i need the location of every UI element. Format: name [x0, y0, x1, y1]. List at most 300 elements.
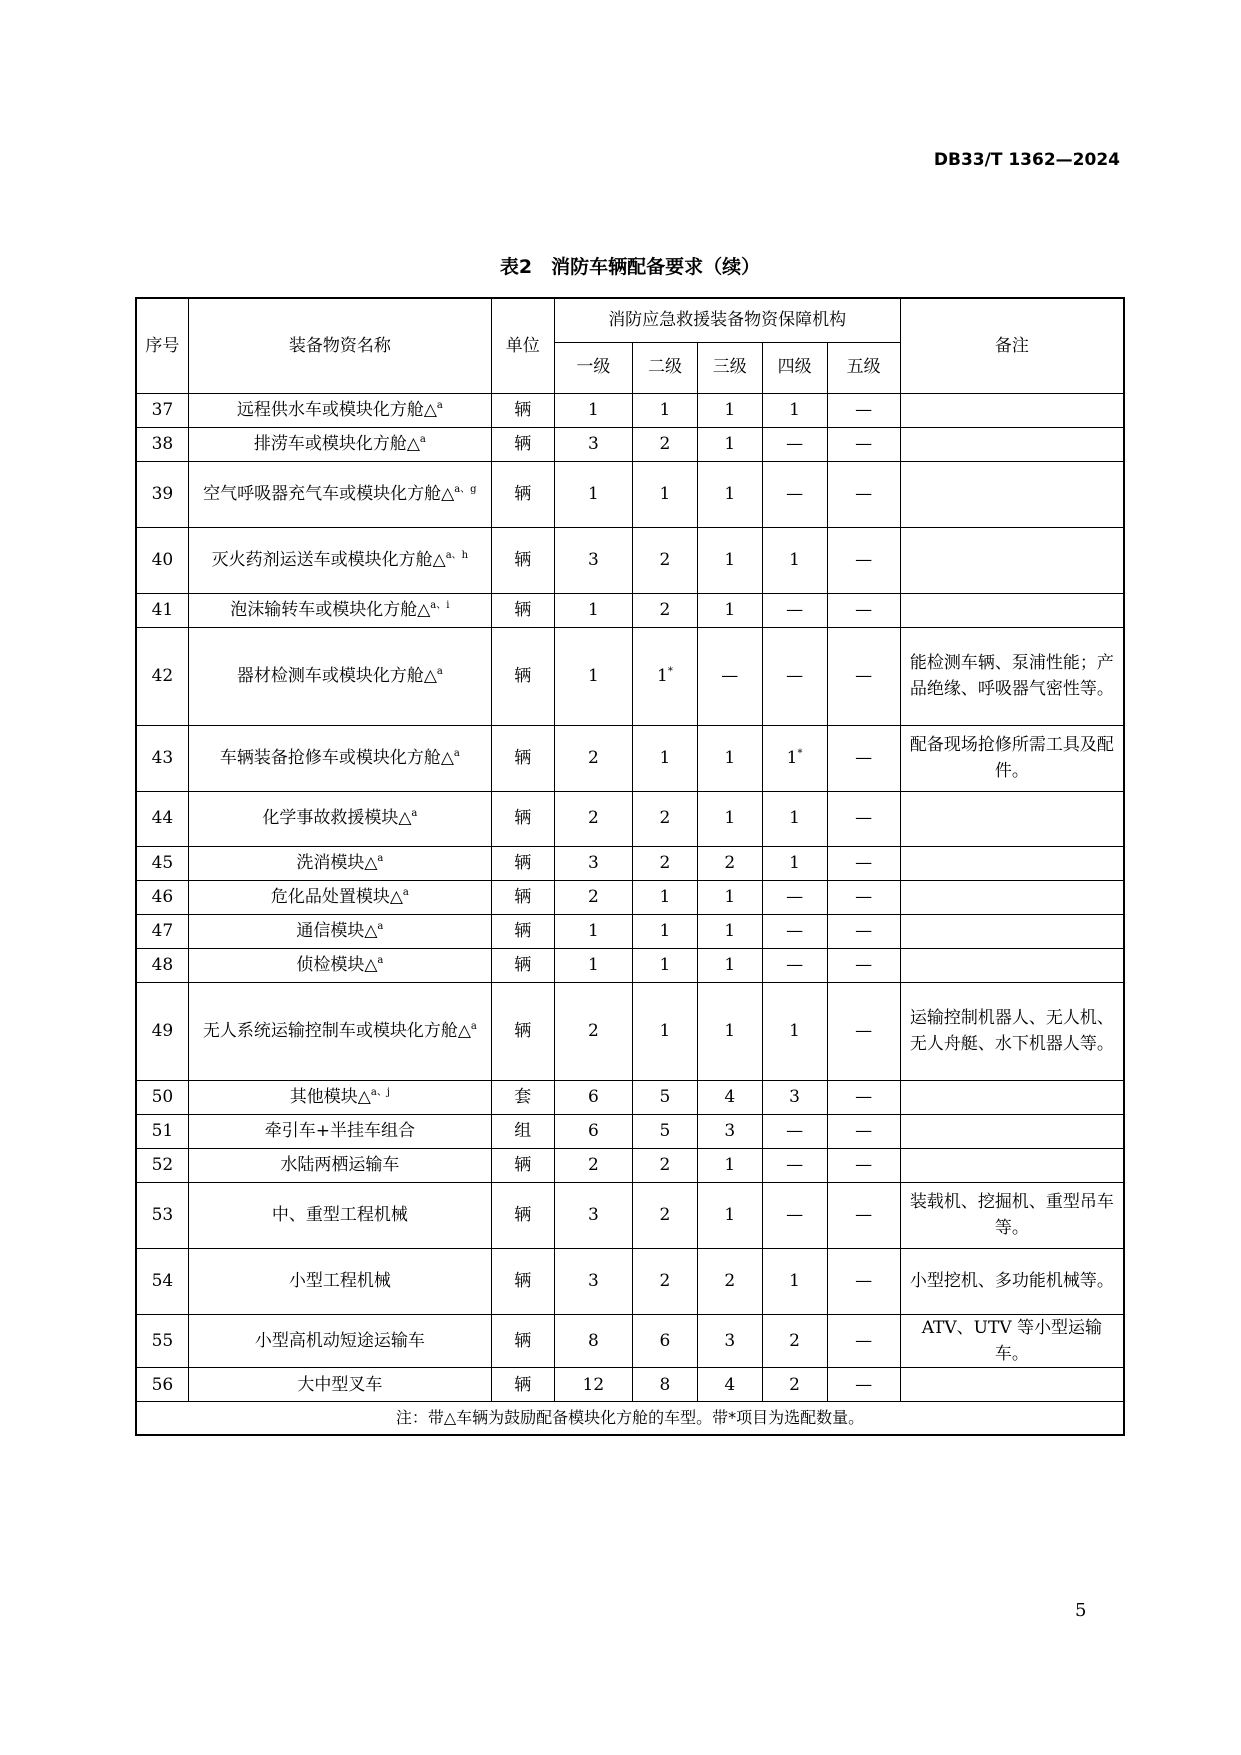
cell-level-1 — [554, 1182, 632, 1248]
cell-seq: 41 — [136, 593, 188, 627]
quantity-value: — — [786, 433, 804, 454]
equipment-name: 洗消模块△ — [296, 852, 378, 873]
cell-seq: 49 — [136, 982, 188, 1080]
footnote-marker: a、h — [445, 549, 469, 561]
cell-seq: 54 — [136, 1248, 188, 1314]
table-row — [136, 914, 1124, 948]
cell-level-1 — [554, 1314, 632, 1368]
cell-level-2 — [633, 461, 698, 527]
table-title: 表2 消防车辆配备要求（续） — [499, 256, 761, 278]
cell-level-3 — [697, 1314, 762, 1368]
cell-remark: 小型挖机、多功能机械等。 — [900, 1248, 1124, 1314]
table-row — [136, 1182, 1124, 1248]
quantity-value: 1 — [724, 1154, 736, 1175]
cell-level-1 — [554, 593, 632, 627]
header-level-2: 二级 — [633, 342, 698, 393]
quantity-value: — — [786, 886, 804, 907]
cell-level-1 — [554, 1080, 632, 1114]
quantity-value: 2 — [659, 1154, 671, 1175]
cell-remark — [900, 791, 1124, 846]
equipment-name: 车辆装备抢修车或模块化方舱△ — [219, 747, 454, 768]
header-remark: 备注 — [900, 298, 1124, 393]
header-seq: 序号 — [136, 298, 188, 393]
quantity-value: 12 — [582, 1374, 605, 1395]
cell-remark — [900, 1368, 1124, 1402]
cell-level-3 — [697, 791, 762, 846]
cell-name — [188, 1148, 491, 1182]
cell-level-5 — [827, 725, 900, 791]
header-level-4: 四级 — [762, 342, 827, 393]
quantity-value: 1 — [657, 665, 668, 686]
cell-level-4 — [762, 1080, 827, 1114]
footnote-marker: a — [377, 852, 384, 864]
quantity-value: — — [855, 1120, 873, 1141]
footnote-marker: a — [411, 808, 418, 820]
cell-seq: 39 — [136, 461, 188, 527]
cell-name — [188, 791, 491, 846]
quantity-value: 1 — [724, 747, 736, 768]
quantity-value: — — [855, 433, 873, 454]
quantity-value: 1 — [659, 1020, 671, 1041]
table-row — [136, 1148, 1124, 1182]
quantity-value: — — [721, 665, 739, 686]
cell-level-4 — [762, 880, 827, 914]
cell-level-5 — [827, 948, 900, 982]
cell-level-3 — [697, 846, 762, 880]
cell-level-2 — [633, 593, 698, 627]
cell-level-2 — [633, 982, 698, 1080]
quantity-value: 1 — [659, 954, 671, 975]
quantity-value: 1 — [789, 852, 800, 873]
quantity-value: 1 — [587, 483, 599, 504]
cell-unit: 辆 — [491, 725, 554, 791]
cell-unit: 辆 — [491, 914, 554, 948]
cell-name — [188, 725, 491, 791]
equipment-name: 无人系统运输控制车或模块化方舱△ — [202, 1020, 471, 1041]
quantity-value: 2 — [659, 549, 671, 570]
table-row — [136, 461, 1124, 527]
table-row — [136, 725, 1124, 791]
cell-level-4 — [762, 1314, 827, 1368]
quantity-value: 1 — [724, 483, 736, 504]
quantity-value: — — [855, 1270, 873, 1291]
table-row — [136, 846, 1124, 880]
quantity-value: — — [786, 1204, 804, 1225]
cell-level-2 — [633, 527, 698, 593]
cell-level-3 — [697, 593, 762, 627]
cell-unit: 辆 — [491, 1368, 554, 1402]
quantity-value: 1 — [724, 808, 736, 829]
quantity-value: 2 — [659, 808, 671, 829]
cell-name — [188, 393, 491, 427]
cell-level-2 — [633, 1182, 698, 1248]
equipment-name: 通信模块△ — [296, 920, 378, 941]
quantity-value: 2 — [659, 852, 671, 873]
quantity-value: 1 — [724, 599, 736, 620]
cell-level-3 — [697, 1248, 762, 1314]
quantity-value: — — [855, 1374, 873, 1395]
table-row — [136, 1314, 1124, 1368]
quantity-value: 1 — [724, 1204, 736, 1225]
cell-level-3 — [697, 948, 762, 982]
cell-level-5 — [827, 1314, 900, 1368]
header-level-3: 三级 — [697, 342, 762, 393]
cell-remark — [900, 914, 1124, 948]
quantity-value: 2 — [587, 747, 599, 768]
equipment-name: 空气呼吸器充气车或模块化方舱△ — [203, 483, 455, 504]
table-row — [136, 1114, 1124, 1148]
quantity-value: — — [855, 747, 873, 768]
table-row — [136, 1248, 1124, 1314]
quantity-value: — — [855, 1330, 873, 1351]
optional-star-marker: * — [667, 665, 673, 677]
cell-level-2 — [633, 1368, 698, 1402]
cell-level-4 — [762, 1114, 827, 1148]
cell-name — [188, 427, 491, 461]
quantity-value: — — [855, 808, 873, 829]
cell-level-2 — [633, 880, 698, 914]
cell-name — [188, 1114, 491, 1148]
cell-seq: 44 — [136, 791, 188, 846]
cell-level-2 — [633, 1114, 698, 1148]
cell-remark: 配备现场抢修所需工具及配件。 — [900, 725, 1124, 791]
cell-level-5 — [827, 1368, 900, 1402]
cell-level-5 — [827, 1080, 900, 1114]
cell-level-4 — [762, 593, 827, 627]
equipment-name: 其他模块△ — [289, 1086, 371, 1107]
cell-level-4 — [762, 1182, 827, 1248]
quantity-value: 6 — [587, 1086, 599, 1107]
footnote-marker: a、g — [454, 483, 477, 495]
cell-level-4 — [762, 791, 827, 846]
quantity-value: 3 — [724, 1120, 736, 1141]
footnote-marker: a — [436, 399, 443, 411]
header-level-5: 五级 — [827, 342, 900, 393]
quantity-value: 3 — [587, 549, 599, 570]
cell-name — [188, 527, 491, 593]
cell-level-2 — [633, 948, 698, 982]
cell-remark: ATV、UTV 等小型运输车。 — [900, 1314, 1124, 1368]
cell-seq: 50 — [136, 1080, 188, 1114]
cell-remark — [900, 1114, 1124, 1148]
cell-seq: 53 — [136, 1182, 188, 1248]
cell-seq: 42 — [136, 627, 188, 725]
quantity-value: 2 — [659, 433, 671, 454]
cell-remark — [900, 427, 1124, 461]
cell-seq: 38 — [136, 427, 188, 461]
cell-level-4 — [762, 846, 827, 880]
cell-level-3 — [697, 725, 762, 791]
quantity-value: 2 — [587, 1154, 599, 1175]
cell-level-5 — [827, 593, 900, 627]
table-row — [136, 982, 1124, 1080]
quantity-value: — — [786, 665, 804, 686]
cell-remark — [900, 948, 1124, 982]
quantity-value: 1 — [587, 399, 599, 420]
quantity-value: — — [855, 549, 873, 570]
cell-level-4 — [762, 914, 827, 948]
optional-star-marker: * — [797, 747, 803, 759]
cell-name — [188, 1314, 491, 1368]
equipment-name: 大中型叉车 — [297, 1374, 383, 1395]
quantity-value: 1 — [789, 1270, 800, 1291]
equipment-name: 化学事故救援模块△ — [262, 808, 412, 829]
cell-seq: 56 — [136, 1368, 188, 1402]
quantity-value: 6 — [659, 1330, 671, 1351]
cell-seq: 48 — [136, 948, 188, 982]
header-institution-group: 消防应急救援装备物资保障机构 — [554, 298, 900, 342]
cell-level-4 — [762, 393, 827, 427]
quantity-value: 1 — [724, 399, 736, 420]
cell-unit: 辆 — [491, 627, 554, 725]
cell-name — [188, 914, 491, 948]
quantity-value: — — [786, 599, 804, 620]
cell-seq: 40 — [136, 527, 188, 593]
table-row — [136, 593, 1124, 627]
quantity-value: 3 — [587, 852, 599, 873]
quantity-value: 1 — [659, 483, 671, 504]
quantity-value: 4 — [724, 1374, 736, 1395]
equipment-name: 灭火药剂运送车或模块化方舱△ — [211, 549, 446, 570]
cell-level-2 — [633, 846, 698, 880]
quantity-value: 2 — [587, 808, 599, 829]
cell-name — [188, 461, 491, 527]
equipment-name: 侦检模块△ — [296, 954, 378, 975]
cell-level-5 — [827, 1248, 900, 1314]
cell-level-1 — [554, 393, 632, 427]
quantity-value: 1 — [789, 1020, 800, 1041]
cell-level-4 — [762, 527, 827, 593]
cell-name — [188, 846, 491, 880]
cell-level-2 — [633, 725, 698, 791]
cell-remark — [900, 846, 1124, 880]
cell-level-2 — [633, 1314, 698, 1368]
cell-level-1 — [554, 846, 632, 880]
cell-level-4 — [762, 627, 827, 725]
cell-unit: 辆 — [491, 1314, 554, 1368]
quantity-value: — — [855, 852, 873, 873]
quantity-value: — — [855, 665, 873, 686]
cell-level-5 — [827, 1182, 900, 1248]
quantity-value: — — [855, 599, 873, 620]
cell-remark — [900, 1148, 1124, 1182]
cell-level-4 — [762, 982, 827, 1080]
table-row — [136, 948, 1124, 982]
cell-level-4 — [762, 948, 827, 982]
cell-remark — [900, 593, 1124, 627]
equipment-name: 排涝车或模块化方舱△ — [253, 433, 420, 454]
quantity-value: — — [786, 954, 804, 975]
quantity-value: 2 — [789, 1330, 800, 1351]
cell-remark — [900, 461, 1124, 527]
cell-level-1 — [554, 725, 632, 791]
header-name: 装备物资名称 — [188, 298, 491, 393]
cell-name — [188, 1080, 491, 1114]
quantity-value: 1 — [659, 399, 671, 420]
cell-unit: 辆 — [491, 1182, 554, 1248]
footnote-marker: a、i — [430, 599, 450, 611]
quantity-value: 1 — [789, 399, 800, 420]
cell-level-1 — [554, 791, 632, 846]
quantity-value: 5 — [659, 1086, 671, 1107]
footnote-marker: a — [419, 433, 426, 445]
cell-unit: 套 — [491, 1080, 554, 1114]
quantity-value: — — [855, 1154, 873, 1175]
cell-unit: 辆 — [491, 846, 554, 880]
quantity-value: 1 — [659, 886, 671, 907]
cell-unit: 辆 — [491, 593, 554, 627]
cell-unit: 辆 — [491, 1148, 554, 1182]
cell-level-5 — [827, 393, 900, 427]
quantity-value: — — [786, 1154, 804, 1175]
quantity-value: 1 — [724, 954, 736, 975]
cell-unit: 辆 — [491, 982, 554, 1080]
cell-remark: 运输控制机器人、无人机、无人舟艇、水下机器人等。 — [900, 982, 1124, 1080]
quantity-value: 1 — [724, 920, 736, 941]
table-row — [136, 791, 1124, 846]
cell-unit: 辆 — [491, 1248, 554, 1314]
quantity-value: 2 — [659, 1204, 671, 1225]
cell-level-1 — [554, 982, 632, 1080]
table-row — [136, 880, 1124, 914]
cell-level-3 — [697, 914, 762, 948]
quantity-value: — — [855, 399, 873, 420]
cell-level-1 — [554, 461, 632, 527]
quantity-value: 2 — [659, 1270, 671, 1291]
cell-level-3 — [697, 880, 762, 914]
cell-level-3 — [697, 427, 762, 461]
table-row — [136, 427, 1124, 461]
quantity-value: 1 — [724, 433, 736, 454]
cell-unit: 组 — [491, 1114, 554, 1148]
cell-level-3 — [697, 982, 762, 1080]
cell-unit: 辆 — [491, 880, 554, 914]
cell-level-2 — [633, 1148, 698, 1182]
quantity-value: — — [855, 1204, 873, 1225]
cell-level-4 — [762, 461, 827, 527]
cell-unit: 辆 — [491, 527, 554, 593]
cell-level-1 — [554, 914, 632, 948]
quantity-value: — — [855, 920, 873, 941]
cell-level-3 — [697, 461, 762, 527]
quantity-value: 2 — [724, 1270, 736, 1291]
table-row — [136, 1368, 1124, 1402]
cell-seq: 47 — [136, 914, 188, 948]
cell-unit: 辆 — [491, 791, 554, 846]
quantity-value: — — [855, 954, 873, 975]
table-body — [136, 393, 1124, 1402]
equipment-name: 泡沫输转车或模块化方舱△ — [230, 599, 431, 620]
footnote-marker: a — [470, 1020, 477, 1032]
cell-level-5 — [827, 1148, 900, 1182]
quantity-value: 1 — [587, 954, 599, 975]
cell-level-4 — [762, 1148, 827, 1182]
cell-level-4 — [762, 1368, 827, 1402]
quantity-value: 1 — [587, 665, 599, 686]
cell-name — [188, 982, 491, 1080]
quantity-value: 1 — [724, 1020, 736, 1041]
quantity-value: 3 — [587, 1204, 599, 1225]
cell-level-2 — [633, 393, 698, 427]
cell-level-2 — [633, 1248, 698, 1314]
cell-level-4 — [762, 427, 827, 461]
quantity-value: 1 — [659, 920, 671, 941]
quantity-value: 2 — [587, 886, 599, 907]
cell-remark: 装载机、挖掘机、重型吊车等。 — [900, 1182, 1124, 1248]
table-row — [136, 1080, 1124, 1114]
cell-seq: 46 — [136, 880, 188, 914]
quantity-value: 6 — [587, 1120, 599, 1141]
cell-level-3 — [697, 1182, 762, 1248]
quantity-value: — — [855, 1086, 873, 1107]
equipment-name: 水陆两栖运输车 — [280, 1154, 400, 1175]
cell-name — [188, 948, 491, 982]
quantity-value: 1 — [587, 599, 599, 620]
cell-level-3 — [697, 1114, 762, 1148]
quantity-value: — — [786, 1120, 804, 1141]
quantity-value: — — [855, 1020, 873, 1041]
equipment-name: 小型高机动短途运输车 — [254, 1330, 425, 1351]
cell-level-2 — [633, 427, 698, 461]
quantity-value: 1 — [587, 920, 599, 941]
cell-level-5 — [827, 846, 900, 880]
cell-name — [188, 1182, 491, 1248]
quantity-value: 1 — [724, 549, 736, 570]
cell-level-2 — [633, 627, 698, 725]
table-row — [136, 393, 1124, 427]
cell-level-4 — [762, 725, 827, 791]
cell-level-5 — [827, 527, 900, 593]
cell-level-1 — [554, 1148, 632, 1182]
cell-level-5 — [827, 1114, 900, 1148]
cell-seq: 55 — [136, 1314, 188, 1368]
quantity-value: 2 — [659, 599, 671, 620]
quantity-value: 1 — [789, 808, 800, 829]
cell-unit: 辆 — [491, 948, 554, 982]
cell-level-3 — [697, 393, 762, 427]
cell-level-2 — [633, 791, 698, 846]
header-level-1: 一级 — [554, 342, 632, 393]
quantity-value: — — [786, 483, 804, 504]
quantity-value: 3 — [587, 1270, 599, 1291]
quantity-value: 1 — [786, 747, 798, 768]
cell-remark — [900, 393, 1124, 427]
quantity-value: 2 — [789, 1374, 800, 1395]
cell-seq: 37 — [136, 393, 188, 427]
cell-level-3 — [697, 527, 762, 593]
footnote-marker: a、j — [370, 1086, 390, 1098]
quantity-value: 1 — [659, 747, 671, 768]
document-code: DB33/T 1362—2024 — [933, 150, 1120, 170]
quantity-value: — — [786, 920, 804, 941]
quantity-value: 2 — [724, 852, 736, 873]
quantity-value: 1 — [789, 549, 800, 570]
cell-level-1 — [554, 948, 632, 982]
vehicle-equipment-table — [135, 297, 1125, 1436]
cell-level-1 — [554, 1114, 632, 1148]
quantity-value: 4 — [724, 1086, 736, 1107]
cell-level-5 — [827, 914, 900, 948]
cell-level-4 — [762, 1248, 827, 1314]
table-row — [136, 627, 1124, 725]
cell-level-3 — [697, 1080, 762, 1114]
equipment-name: 危化品处置模块△ — [270, 886, 403, 907]
equipment-name: 中、重型工程机械 — [271, 1204, 408, 1225]
cell-unit: 辆 — [491, 461, 554, 527]
cell-remark — [900, 880, 1124, 914]
cell-seq: 43 — [136, 725, 188, 791]
quantity-value: 3 — [724, 1330, 736, 1351]
